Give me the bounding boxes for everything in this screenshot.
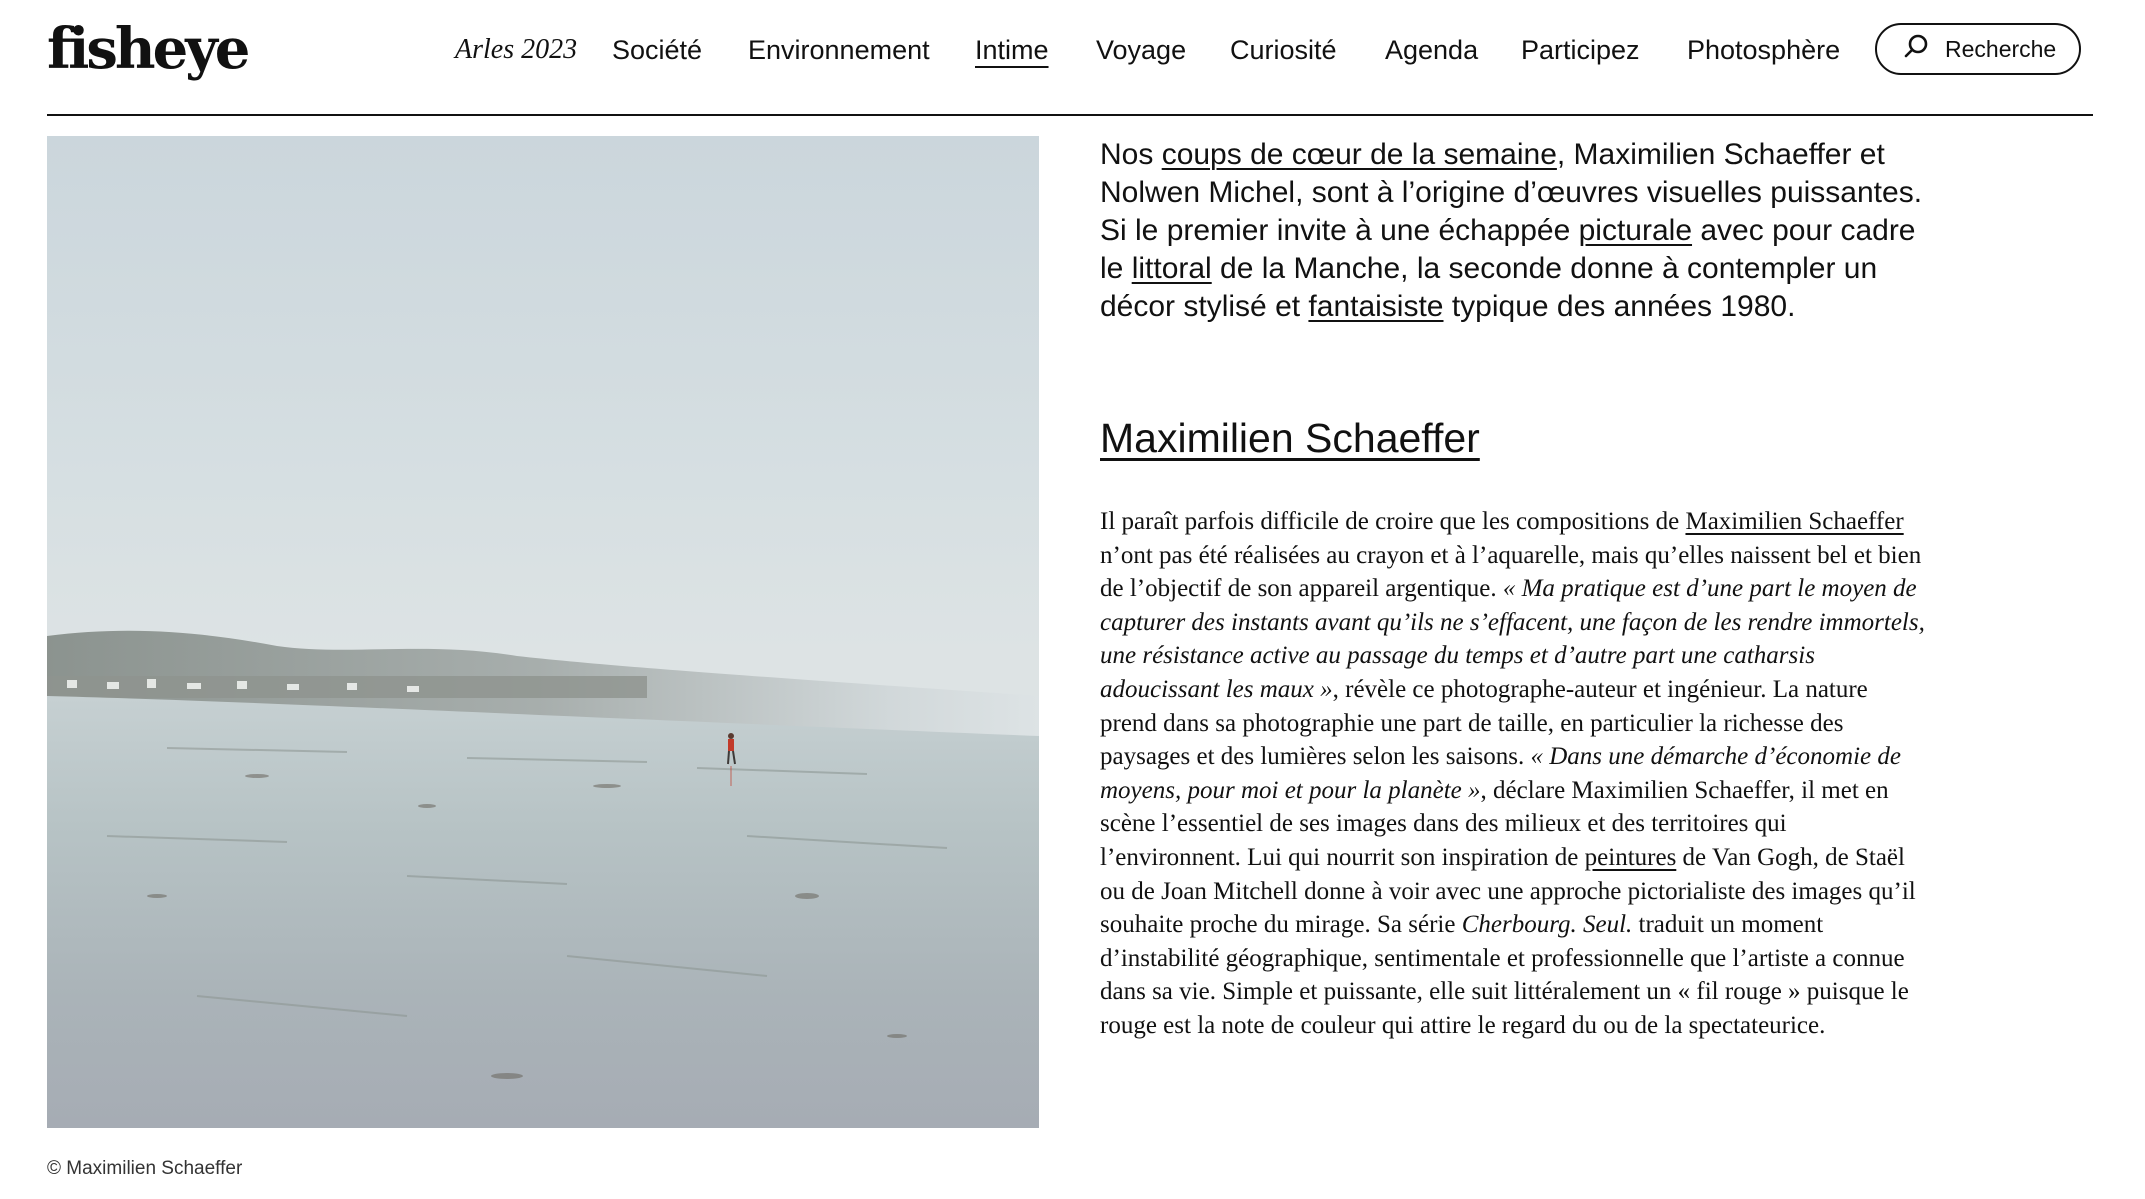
- nav-item-voyage[interactable]: Voyage: [1096, 35, 1187, 65]
- nav-item-arles-2023[interactable]: Arles 2023: [455, 34, 578, 65]
- body-text: , déclare Maximilien Schaeffer, il met en scène l’essentiel de ses images dans des milieux et des territoires qui l’environnent. Lui qui nourrit son inspiration de: [1100, 776, 1889, 871]
- intro-text: Nos: [1100, 138, 1162, 171]
- body-text: traduit un moment d’instabilité géographique, sentimentale et professionnelle que l’artiste a connue dans sa vie. Simple et puissante, elle suit littéralement un « fil rouge » puisque le rouge est la note de couleur qui attire le regard du ou de la spectateurice.: [1100, 911, 1909, 1039]
- nav-item-environnement[interactable]: Environnement: [748, 35, 930, 65]
- link-fantaisiste[interactable]: fantaisiste: [1308, 290, 1444, 323]
- body-text: n’ont pas été réalisées au crayon et à l’aquarelle, mais qu’elles naissent bel et bien de l’objectif de son appareil argentique.: [1100, 541, 1922, 603]
- artist-quote: « Ma pratique est d’une part le moyen de capturer des instants avant qu’ils ne s’effacent, une façon de les rendre immortels, une résistance active au passage du temps et d’autre part une catharsis adoucissant les maux »: [1100, 575, 1925, 703]
- nav-item-agenda[interactable]: Agenda: [1385, 35, 1479, 65]
- body-text: de Van Gogh, de Staël ou de Joan Mitchell donne à voir avec une approche pictorialiste des images qu’il souhaite proche du mirage. Sa série: [1100, 843, 1916, 939]
- search-button[interactable]: [1875, 23, 2081, 75]
- nav-item-photosphere[interactable]: Photosphère: [1687, 35, 1841, 65]
- body-text: Il paraît parfois difficile de croire que les compositions de: [1100, 508, 1686, 535]
- search-label: Recherche: [1945, 35, 2057, 62]
- link-picturale[interactable]: picturale: [1578, 214, 1693, 247]
- artist-quote: « Dans une démarche d’économie de moyens, pour moi et pour la planète »: [1100, 743, 1901, 804]
- nav-item-participez[interactable]: Participez: [1521, 35, 1640, 65]
- beach-landscape-image: [47, 136, 1039, 1128]
- link-coups-de-coeur[interactable]: coups de cœur de la semaine: [1161, 138, 1557, 171]
- site-header: [47, 0, 2093, 116]
- search-icon: [1903, 33, 1929, 65]
- main-nav: [47, 0, 2093, 100]
- series-title: Cherbourg. Seul.: [1461, 911, 1633, 939]
- intro-text: de la Manche, la seconde donne à contempler un décor stylisé et: [1100, 252, 1878, 323]
- link-peintures[interactable]: peintures: [1584, 843, 1677, 871]
- section-heading-link[interactable]: Maximilien Schaeffer: [1100, 415, 1480, 461]
- article-body: [1100, 505, 1928, 1043]
- link-artist[interactable]: Maximilien Schaeffer: [1685, 508, 1904, 535]
- intro-paragraph: [1100, 136, 1930, 326]
- photo-credit: © Maximilien Schaeffer: [47, 1158, 243, 1179]
- beach-photo: [47, 136, 1039, 1128]
- intro-text: typique des années 1980.: [1443, 290, 1796, 323]
- section-heading: [1100, 410, 1480, 466]
- link-littoral[interactable]: littoral: [1131, 252, 1212, 285]
- nav-item-curiosite[interactable]: Curiosité: [1230, 35, 1337, 65]
- nav-item-societe[interactable]: Société: [612, 35, 703, 65]
- intro-text: , Maximilien Schaeffer et Nolwen Michel, sont à l’origine d’œuvres visuelles puissantes. Si le premier invite à une échappée: [1100, 138, 1923, 247]
- site-logo[interactable]: fisheye: [47, 16, 248, 82]
- body-text: , révèle ce photographe-auteur et ingénieur. La nature prend dans sa photographie une part de taille, en particulier la richesse des paysages et des lumières selon les saisons.: [1100, 675, 1868, 771]
- intro-text: avec pour cadre le: [1100, 214, 1916, 285]
- nav-item-intime[interactable]: Intime: [975, 35, 1049, 65]
